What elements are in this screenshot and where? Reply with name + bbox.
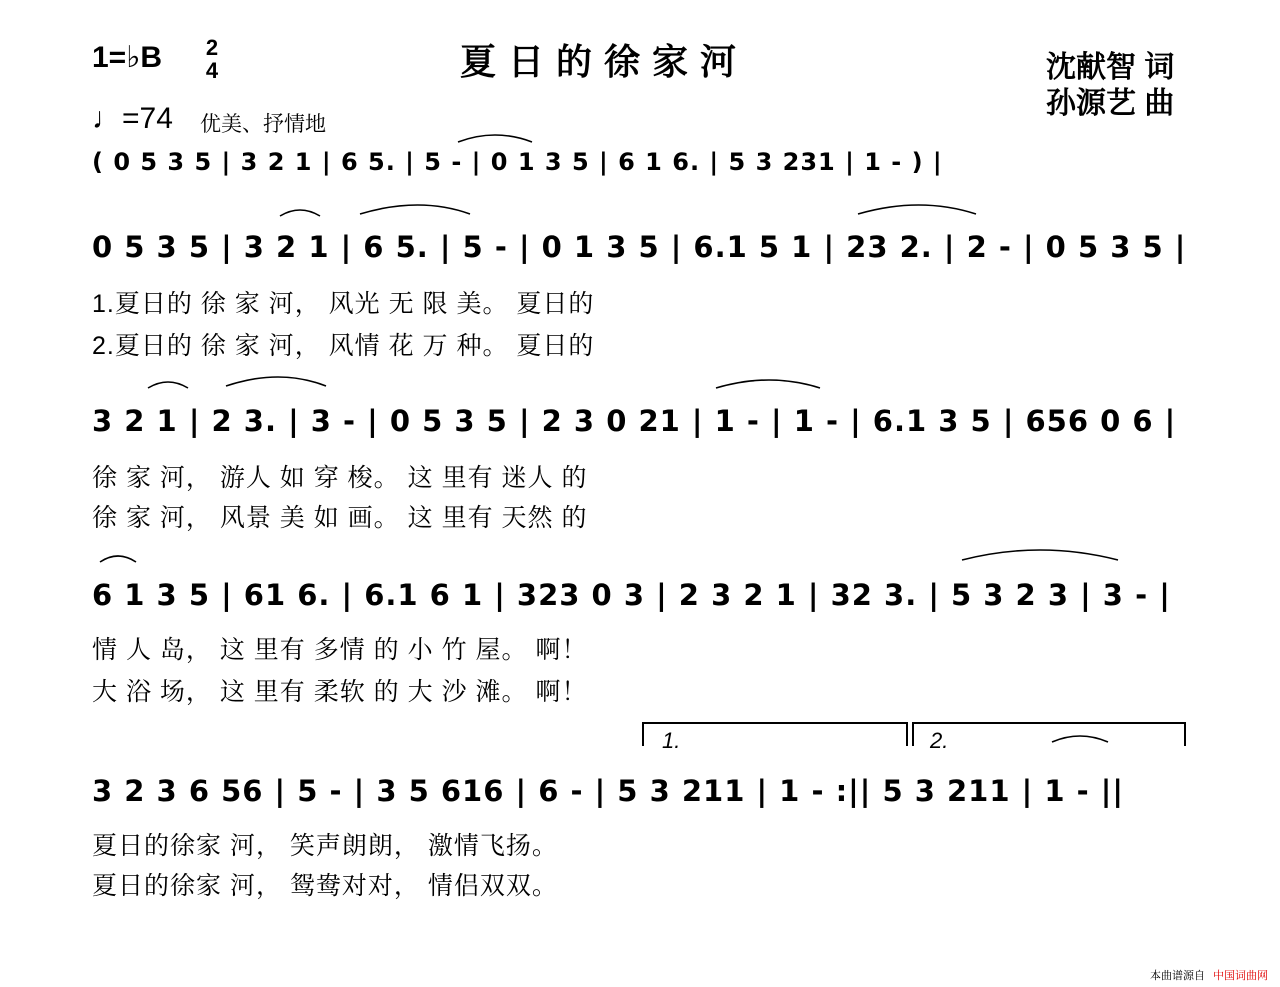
lyric-line-4-verse-2: 夏日的徐家 河， 鸳鸯对对， 情侣双双。 <box>92 872 558 900</box>
lyricist-credit: 沈献智 词 <box>1046 51 1175 84</box>
notation-line-3: 6 1 3 5 | 61 6. | 6.1 6 1 | 323 0 3 | 2 3 2 1 | 32 3. | 5 3 2 3 | 3 - | <box>92 578 1171 612</box>
slur-arc <box>226 377 326 386</box>
notation-line-1: 0 5 3 5 | 3 2 1 | 6 5. | 5 - | 0 1 3 5 | 6.1 5 1 | 23 2. | 2 - | 0 5 3 5 | <box>92 230 1187 264</box>
slur-arc <box>962 550 1118 560</box>
key-signature: 1=♭B <box>92 41 163 74</box>
notation-line-2: 3 2 1 | 2 3. | 3 - | 0 5 3 5 | 2 3 0 21 | 1 - | 1 - | 6.1 3 5 | 656 0 6 | <box>92 404 1177 438</box>
lyric-line-4-verse-1: 夏日的徐家 河， 笑声朗朗， 激情飞扬。 <box>92 832 558 860</box>
slur-arc <box>716 380 820 388</box>
slur-arc <box>1052 736 1108 742</box>
meter-bottom: 4 <box>205 58 219 83</box>
song-title: 夏日的徐家河 <box>460 41 749 82</box>
tempo-mark: ♩=74 <box>92 102 173 135</box>
intro-notation: ( 0 5 3 5 | 3 2 1 | 6 5. | 5 - | 0 1 3 5 | 6 1 6. | 5 3 231 | 1 - ) | <box>92 148 943 176</box>
second-ending-label: 2. <box>930 728 949 753</box>
slur-arc <box>360 205 470 214</box>
slur-arc <box>458 135 532 142</box>
footer-source: 本曲谱源自 <box>1150 970 1205 982</box>
slur-arc <box>148 382 188 388</box>
slur-arc <box>280 210 320 216</box>
lyric-line-3-verse-2: 大 浴 场， 这 里有 柔软 的 大 沙 滩。 啊！ <box>92 678 588 706</box>
slur-arc <box>100 556 136 562</box>
footer-site: 中国词曲网 <box>1213 970 1268 982</box>
footer-watermark <box>1150 967 1268 983</box>
lyric-line-2-verse-2: 徐 家 河， 风景 美 如 画。 这 里有 天然 的 <box>92 504 588 532</box>
lyric-line-1-verse-1: 1.夏日的 徐 家 河， 风光 无 限 美。 夏日的 <box>92 290 595 318</box>
composer-credit: 孙源艺 曲 <box>1046 87 1175 120</box>
lyric-line-3-verse-1: 情 人 岛， 这 里有 多情 的 小 竹 屋。 啊！ <box>92 636 588 664</box>
slur-arc <box>858 205 976 214</box>
first-ending-label: 1. <box>662 728 681 753</box>
lyric-line-2-verse-1: 徐 家 河， 游人 如 穿 梭。 这 里有 迷人 的 <box>92 464 588 492</box>
meter-top: 2 <box>205 35 219 60</box>
notation-line-4: 3 2 3 6 56 | 5 - | 3 5 616 | 6 - | 5 3 211 | 1 - :|| 5 3 211 | 1 - || <box>92 774 1124 808</box>
lyric-line-1-verse-2: 2.夏日的 徐 家 河， 风情 花 万 种。 夏日的 <box>92 332 595 360</box>
expression-mark: 优美、抒情地 <box>200 113 326 136</box>
